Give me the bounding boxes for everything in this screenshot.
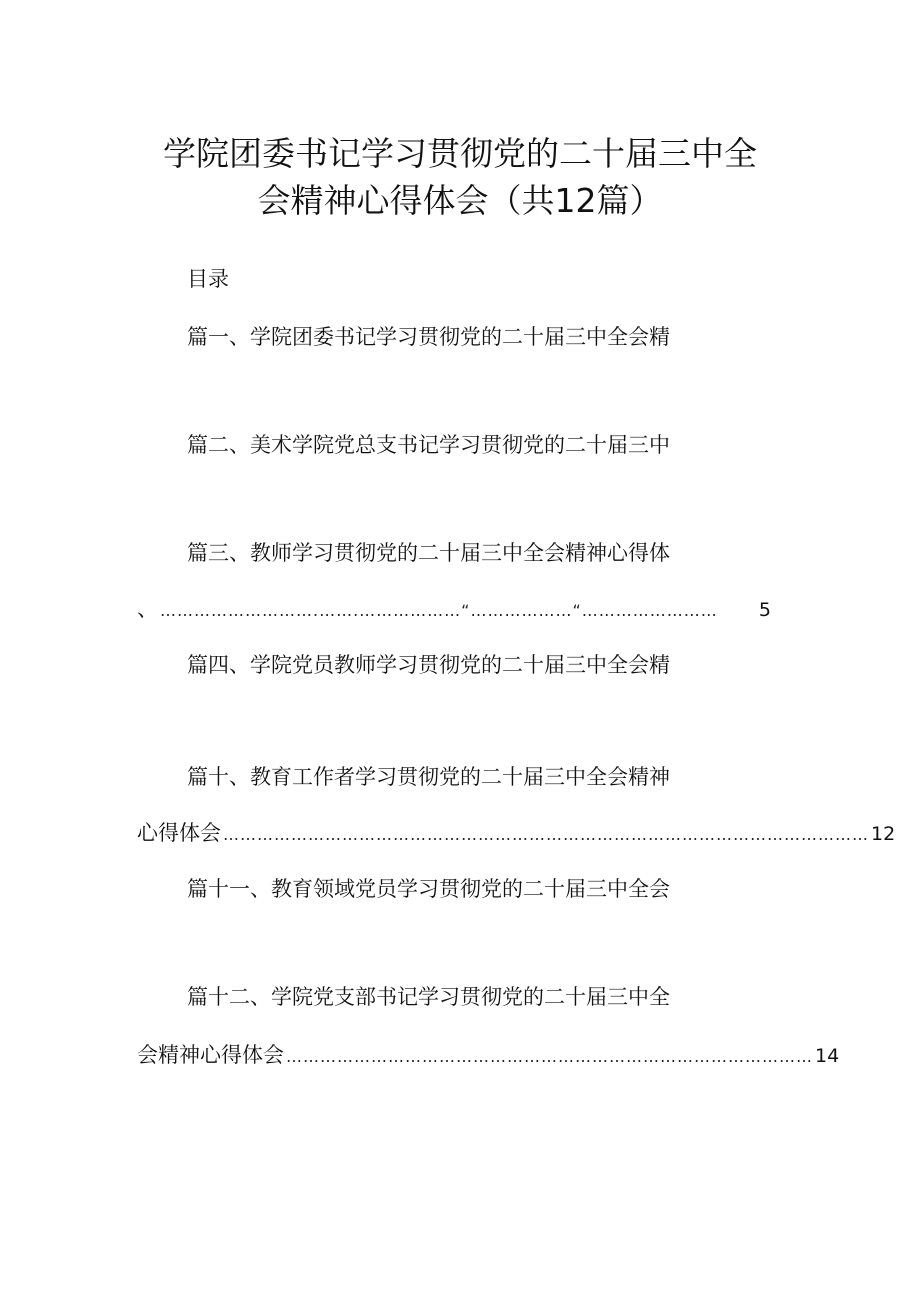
toc-entry-2[interactable]: 篇二、美术学院党总支书记学习贯彻党的二十届三中 — [187, 433, 670, 457]
toc-entry-12-continuation: 会精神心得体会 — [137, 1043, 284, 1067]
toc-entry-3[interactable]: 篇三、教师学习贯彻党的二十届三中全会精神心得体 — [187, 541, 670, 565]
toc-entry-10-continuation: 心得体会 — [137, 821, 221, 845]
toc-entry-10-dot-leader: …………………………………………………………………………………………………… — [223, 825, 869, 844]
toc-entry-4[interactable]: 篇四、学院党员教师学习贯彻党的二十届三中全会精 — [187, 653, 670, 677]
toc-entry-3-dot-leader: ……………………….…….………………“………………“…………………… — [160, 601, 718, 620]
toc-heading: 目录 — [187, 267, 229, 291]
toc-entry-10-leader-line[interactable] — [137, 818, 896, 848]
toc-entry-10[interactable]: 篇十、教育工作者学习贯彻党的二十届三中全会精神 — [187, 765, 670, 789]
toc-entry-3-continuation: 、 — [137, 597, 158, 621]
toc-entry-12-dot-leader: ………………………………………………………………………………… — [286, 1047, 813, 1066]
toc-entry-12-leader-line[interactable] — [137, 1040, 840, 1070]
toc-entry-3-page-number: 5 — [758, 599, 771, 621]
toc-entry-10-page-number: 12 — [871, 823, 896, 845]
toc-entry-12-page-number: 14 — [815, 1045, 840, 1067]
toc-entry-12[interactable]: 篇十二、学院党支部书记学习贯彻党的二十届三中全 — [187, 985, 670, 1009]
document-title-line-1: 学院团委书记学习贯彻党的二十届三中全 — [163, 134, 757, 173]
document-title-line-2: 会精神心得体会（共12篇） — [257, 181, 663, 220]
toc-entry-3-leader-line[interactable] — [137, 594, 771, 624]
toc-entry-1[interactable]: 篇一、学院团委书记学习贯彻党的二十届三中全会精 — [187, 325, 670, 349]
toc-entry-11[interactable]: 篇十一、教育领域党员学习贯彻党的二十届三中全会 — [187, 877, 670, 901]
